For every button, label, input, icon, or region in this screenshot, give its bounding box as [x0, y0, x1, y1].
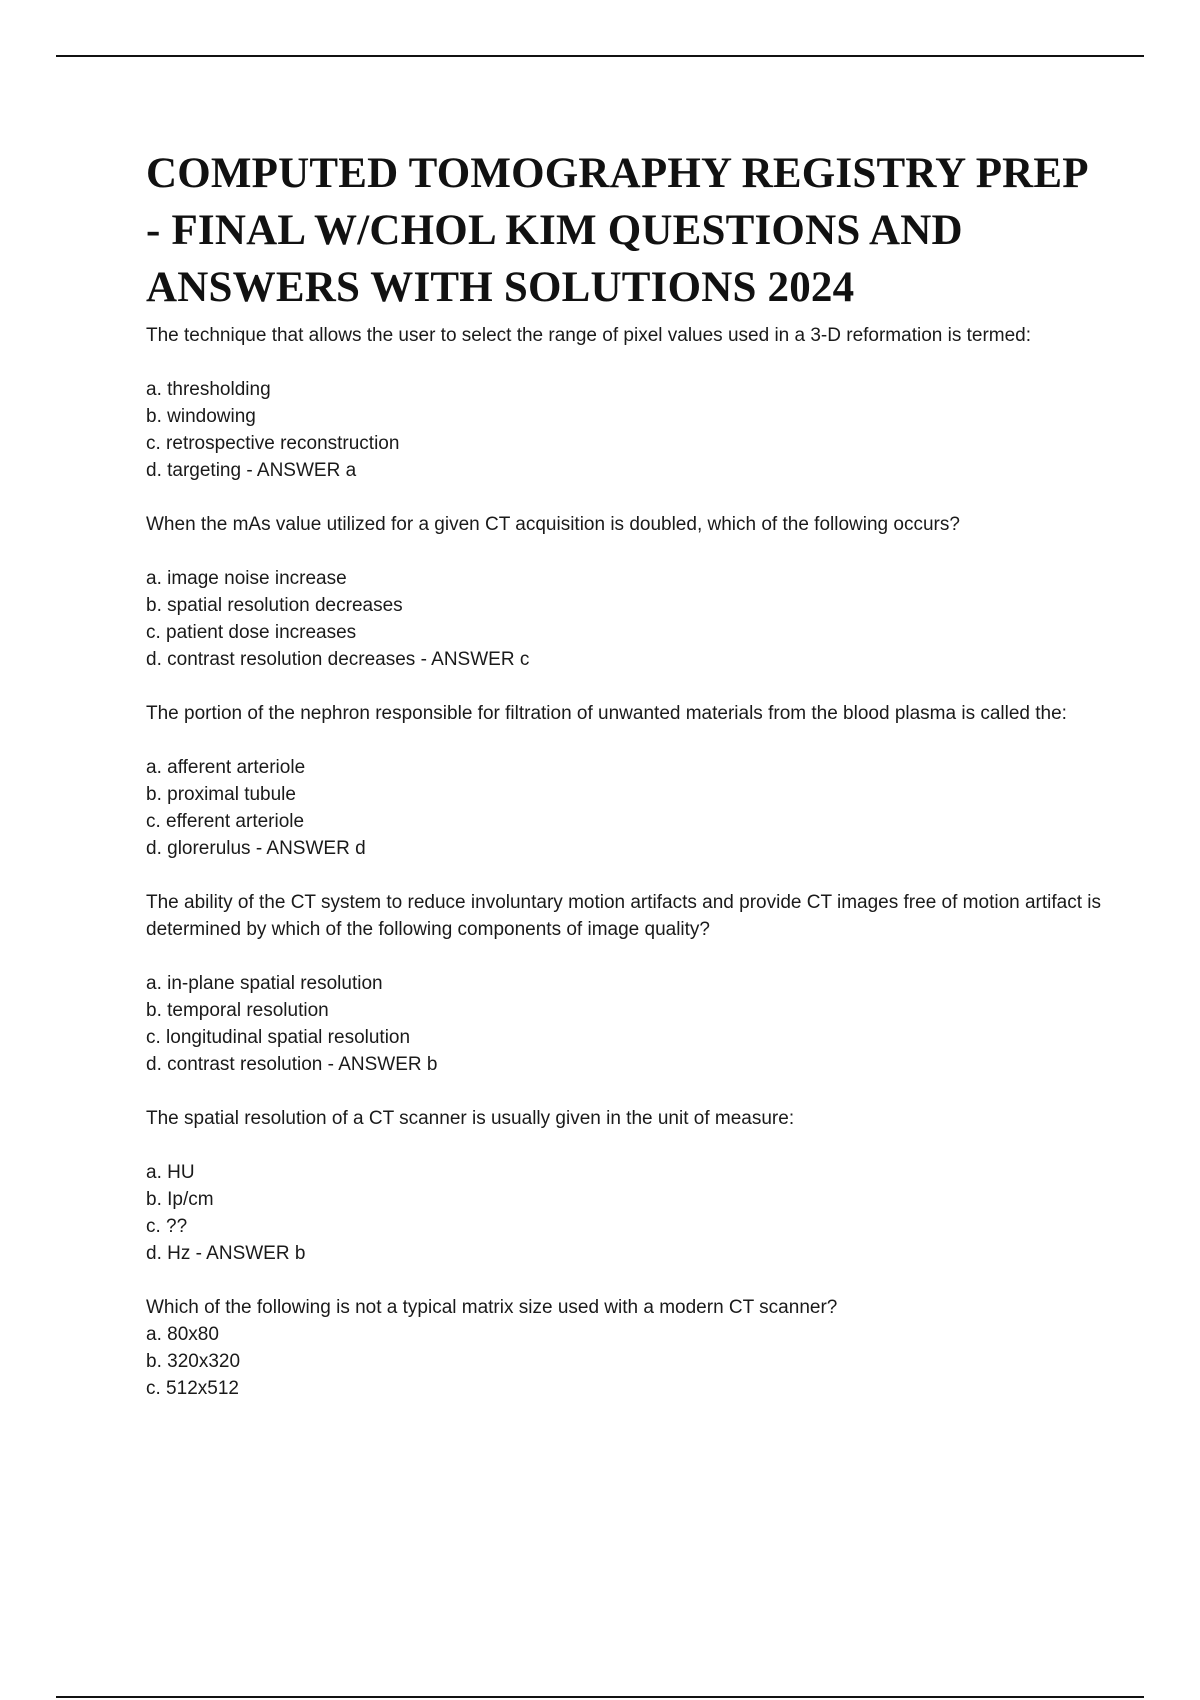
- question-item: [146, 700, 1106, 862]
- answer-option: b. 320x320: [146, 1351, 241, 1372]
- answer-option: a. image noise increase: [146, 568, 347, 589]
- spacer: [146, 349, 1106, 376]
- answer-option: c. ??: [146, 1216, 188, 1237]
- question-text: The technique that allows the user to select the range of pixel values used in a 3-D reformation is termed:: [146, 325, 1032, 346]
- answer-option: d. contrast resolution - ANSWER b: [146, 1054, 438, 1075]
- question-text: Which of the following is not a typical matrix size used with a modern CT scanner?: [146, 1297, 838, 1318]
- answer-option: d. Hz - ANSWER b: [146, 1243, 306, 1264]
- answer-option: a. afferent arteriole: [146, 757, 306, 778]
- spacer: [146, 727, 1106, 754]
- bottom-rule: [56, 1696, 1144, 1698]
- answer-option: a. thresholding: [146, 379, 271, 400]
- answer-option: c. patient dose increases: [146, 622, 357, 643]
- question-item: [146, 511, 1106, 673]
- answer-option: d. glorerulus - ANSWER d: [146, 838, 366, 859]
- document-title: COMPUTED TOMOGRAPHY REGISTRY PREP - FINAL W/CHOL KIM QUESTIONS AND ANSWERS WITH SOLUTIONS 2024: [146, 150, 1087, 311]
- question-item: [146, 1294, 1106, 1402]
- answer-option: c. 512x512: [146, 1378, 239, 1399]
- answer-option: c. longitudinal spatial resolution: [146, 1027, 411, 1048]
- question-item: [146, 889, 1106, 1078]
- answer-option: a. 80x80: [146, 1324, 219, 1345]
- question-text: The ability of the CT system to reduce involuntary motion artifacts and provide CT images free of motion artifact is determined by which of the following components of image quality?: [146, 892, 1102, 940]
- answer-options: [146, 754, 1106, 862]
- question-list: [146, 322, 1106, 1402]
- answer-options: [146, 565, 1106, 673]
- answer-options: [146, 376, 1106, 484]
- answer-option: b. proximal tubule: [146, 784, 296, 805]
- question-item: [146, 1105, 1106, 1267]
- answer-options: [146, 1159, 1106, 1267]
- answer-option: b. windowing: [146, 406, 256, 427]
- answer-options: [146, 1321, 1106, 1402]
- spacer: [146, 1132, 1106, 1159]
- answer-option: a. in-plane spatial resolution: [146, 973, 383, 994]
- answer-option: a. HU: [146, 1162, 195, 1183]
- answer-option: d. targeting - ANSWER a: [146, 460, 357, 481]
- spacer: [146, 943, 1106, 970]
- answer-option: b. temporal resolution: [146, 1000, 329, 1021]
- question-text: The portion of the nephron responsible for filtration of unwanted materials from the blood plasma is called the:: [146, 703, 1067, 724]
- answer-option: d. contrast resolution decreases - ANSWER c: [146, 649, 530, 670]
- document-page: [146, 145, 1106, 1429]
- question-text: The spatial resolution of a CT scanner is usually given in the unit of measure:: [146, 1108, 795, 1129]
- answer-option: c. efferent arteriole: [146, 811, 305, 832]
- top-rule: [56, 55, 1144, 57]
- answer-option: b. Ip/cm: [146, 1189, 214, 1210]
- answer-option: b. spatial resolution decreases: [146, 595, 403, 616]
- answer-options: [146, 970, 1106, 1078]
- answer-option: c. retrospective reconstruction: [146, 433, 400, 454]
- spacer: [146, 538, 1106, 565]
- question-text: When the mAs value utilized for a given CT acquisition is doubled, which of the following occurs?: [146, 514, 960, 535]
- question-item: [146, 322, 1106, 484]
